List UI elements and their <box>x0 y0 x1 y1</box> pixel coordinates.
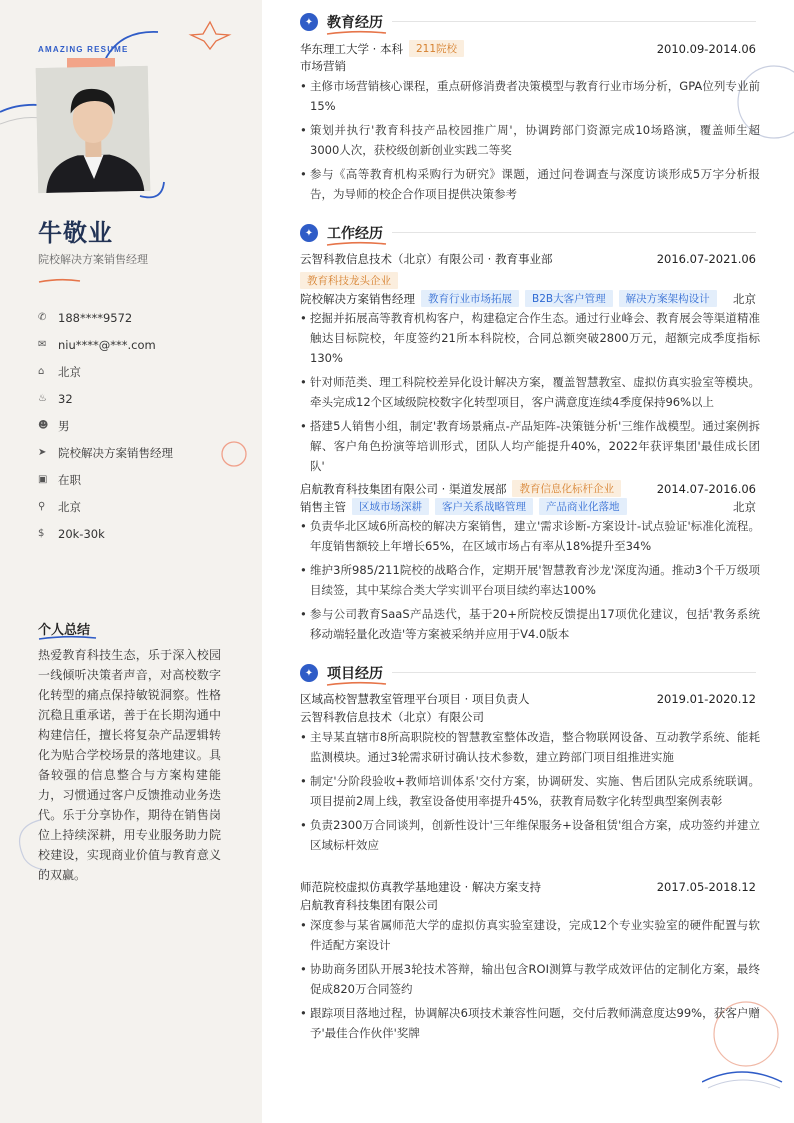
section-divider <box>392 232 756 233</box>
project-org: 启航教育科技集团有限公司 <box>300 898 438 912</box>
home-icon: ⌂ <box>38 366 45 377</box>
company-name: 云智科教信息技术（北京）有限公司 · 教育事业部 <box>300 252 553 266</box>
brand-text: AMAZING RESUME <box>38 45 129 54</box>
skill-tag: 区域市场深耕 <box>352 498 429 515</box>
list-item: • 参与《高等教育机构采购行为研究》课题，通过问卷调查与深度访谈形成5万字分析报告，为导师的校企合作项目提供决策参考 <box>300 164 760 204</box>
info-gender <box>38 412 173 439</box>
candidate-title: 院校解决方案销售经理 <box>38 253 148 266</box>
list-item: • 协助商务团队开展3轮技术答辩，输出包含ROI测算与教学成效评估的定制化方案，最终促成820万合同签约 <box>300 959 760 999</box>
info-text: 20k-30k <box>58 526 105 541</box>
education-heading <box>300 12 383 32</box>
info-home <box>38 358 173 385</box>
projects-heading <box>300 663 383 683</box>
project-2-bullets <box>300 915 760 1047</box>
info-target-role <box>38 439 173 466</box>
school-tag: 211院校 <box>409 40 464 57</box>
job-2-bullets <box>300 516 760 648</box>
send-icon: ➤ <box>38 447 47 458</box>
skill-tag: 客户关系战略管理 <box>435 498 533 515</box>
mail-icon: ✉ <box>38 339 47 350</box>
list-item: • 维护3所985/211院校的战略合作，定期开展'智慧教育沙龙'深度沟通。推动3个千万级项目续签，其中某综合类大学实训平台项目续约率达100% <box>300 560 760 600</box>
section-underline <box>326 241 388 247</box>
list-item: • 参与公司教育SaaS产品迭代，基于20+所院校反馈提出17项优化建议，包括'教务系统移动端轻量化改造'等方案被采纳并应用于V4.0版本 <box>300 604 760 644</box>
project-1-org-row <box>300 709 756 725</box>
list-item: • 制定'分阶段验收+教师培训体系'交付方案，协调研发、实施、售后团队完成系统联调。项目提前2周上线，教室设备使用率提升45%，获教育局数字化转型典型案例表彰 <box>300 771 760 811</box>
info-phone <box>38 304 173 331</box>
main-content <box>262 0 794 1123</box>
section-divider <box>392 672 756 673</box>
info-text: 在职 <box>58 472 81 487</box>
name-underline <box>38 278 82 284</box>
section-underline <box>326 30 388 36</box>
work-heading <box>300 223 383 243</box>
project-name: 区域高校智慧教室管理平台项目 · 项目负责人 <box>300 692 530 706</box>
info-location <box>38 493 173 520</box>
project-2-name-row <box>300 879 756 895</box>
list-item: • 负责华北区域6所高校的解决方案销售，建立'需求诊断-方案设计-试点验证'标准化流程。年度销售额较上年增长65%，在区域市场占有率从18%提升至34% <box>300 516 760 556</box>
company-tag: 教育科技龙头企业 <box>300 272 398 289</box>
job-role: 院校解决方案销售经理 <box>300 291 415 306</box>
summary-underline <box>38 635 98 641</box>
job-role: 销售主管 <box>300 499 346 514</box>
job-city: 北京 <box>733 499 756 514</box>
education-school-row <box>300 40 756 57</box>
job-1-role-row <box>300 290 756 307</box>
job-2-company-row <box>300 480 756 497</box>
info-status <box>38 466 173 493</box>
star-icon: ✦ <box>300 224 318 242</box>
info-text: 北京 <box>58 364 81 379</box>
job-period: 2014.07-2016.06 <box>656 481 756 496</box>
list-item: • 主导某直辖市8所高职院校的智慧教室整体改造，整合物联网设备、互动教学系统、能耗监测模块。通过3轮需求研讨确认技术参数，建立跨部门项目组推进实施 <box>300 727 760 767</box>
major: 市场营销 <box>300 59 346 73</box>
job-1-bullets <box>300 308 760 480</box>
location-icon: ⚲ <box>38 501 46 512</box>
list-item: • 深度参与某省属师范大学的虚拟仿真实验室建设，完成12个专业实验室的硬件配置与软件适配方案设计 <box>300 915 760 955</box>
contact-info-list <box>38 304 173 547</box>
avatar <box>36 66 151 193</box>
summary-text: 热爱教育科技生态，乐于深入校园一线倾听决策者声音，对高校数字化转型的痛点保持敏锐洞察。性格沉稳且重承诺，善于在长期沟通中构建信任，擅长将复杂产品逻辑转化为贴合学校场景的落地建议。具备较强的信息整合与方案构建能力，习惯通过客户反馈推动业务迭代。乐于分享协作，期待在销售岗位上持续深耕，用专业服务助力院校建设，实现商业价值与教育意义的双赢。 <box>38 648 221 882</box>
salary-icon: $ <box>38 528 45 539</box>
skill-tag: 产品商业化落地 <box>539 498 627 515</box>
education-major-row <box>300 58 756 74</box>
age-icon: ♨ <box>38 393 47 404</box>
section-title: 教育经历 <box>327 15 383 31</box>
job-period: 2016.07-2021.06 <box>656 252 756 266</box>
project-org: 云智科教信息技术（北京）有限公司 <box>300 710 484 724</box>
education-bullets <box>300 76 760 208</box>
section-title: 项目经历 <box>327 666 383 682</box>
summary-heading: 个人总结 <box>38 623 91 638</box>
project-name: 师范院校虚拟仿真教学基地建设 · 解决方案支持 <box>300 880 541 894</box>
project-1-bullets <box>300 727 760 859</box>
job-1-tag-row <box>300 272 756 289</box>
list-item: • 针对师范类、理工科院校差异化设计解决方案，覆盖智慧教室、虚拟仿真实验室等模块。牵头完成12个区域级院校数字化转型项目，客户满意度连续4季度保持96%以上 <box>300 372 760 412</box>
info-salary <box>38 520 173 547</box>
skill-tag: B2B大客户管理 <box>525 290 613 307</box>
list-item: • 跟踪项目落地过程，协调解决6项技术兼容性问题，交付后教师满意度达99%，获客户赠予'最佳合作伙伴'奖牌 <box>300 1003 760 1043</box>
info-text: niu****@***.com <box>58 337 156 352</box>
project-1-name-row <box>300 691 756 707</box>
section-divider <box>392 21 756 22</box>
company-name: 启航教育科技集团有限公司 · 渠道发展部 <box>300 481 507 496</box>
star-icon: ✦ <box>300 664 318 682</box>
skill-tag: 教育行业市场拓展 <box>421 290 519 307</box>
list-item: • 负责2300万合同谈判，创新性设计'三年维保服务+设备租赁'组合方案，成功签约并建立区域标杆效应 <box>300 815 760 855</box>
sidebar <box>0 0 262 1123</box>
education-period: 2010.09-2014.06 <box>656 41 756 56</box>
list-item: • 主修市场营销核心课程，重点研修消费者决策模型与教育行业市场分析，GPA位列专业前15% <box>300 76 760 116</box>
info-email <box>38 331 173 358</box>
list-item: • 挖掘并拓展高等教育机构客户，构建稳定合作生态。通过行业峰会、教育展会等渠道精准触达目标院校，年度签约21所本科院校，合同总额突破2800万元，超额完成季度指标130% <box>300 308 760 368</box>
job-1-company-row <box>300 251 756 267</box>
info-age <box>38 385 173 412</box>
skill-tag: 解决方案架构设计 <box>619 290 717 307</box>
list-item: • 策划并执行'教育科技产品校园推广周'，协调跨部门资源完成10场路演，覆盖师生超3000人次，获校级创新创业实践二等奖 <box>300 120 760 160</box>
gender-icon: ☻ <box>38 420 49 431</box>
job-city: 北京 <box>733 291 756 306</box>
info-text: 院校解决方案销售经理 <box>58 445 173 460</box>
company-tag: 教育信息化标杆企业 <box>512 480 621 497</box>
school-name: 华东理工大学 · 本科 <box>300 41 403 56</box>
section-title: 工作经历 <box>327 226 383 242</box>
list-item: • 搭建5人销售小组，制定'教育场景痛点-产品矩阵-决策链分析'三维作战模型。通过案例拆解、客户角色扮演等培训形式，团队人均产能提升40%，2022年获评集团'最佳成长团队' <box>300 416 760 476</box>
star-icon: ✦ <box>300 13 318 31</box>
job-2-role-row <box>300 498 756 515</box>
phone-icon: ✆ <box>38 312 47 323</box>
project-2-org-row <box>300 897 756 913</box>
info-text: 32 <box>58 391 73 406</box>
project-period: 2017.05-2018.12 <box>656 880 756 894</box>
candidate-name: 牛敬业 <box>38 219 113 247</box>
info-text: 北京 <box>58 499 81 514</box>
info-text: 188****9572 <box>58 310 133 325</box>
project-period: 2019.01-2020.12 <box>656 692 756 706</box>
briefcase-icon: ▣ <box>38 474 48 485</box>
section-underline <box>326 681 388 687</box>
info-text: 男 <box>58 418 70 433</box>
decorative-circle <box>220 440 250 470</box>
